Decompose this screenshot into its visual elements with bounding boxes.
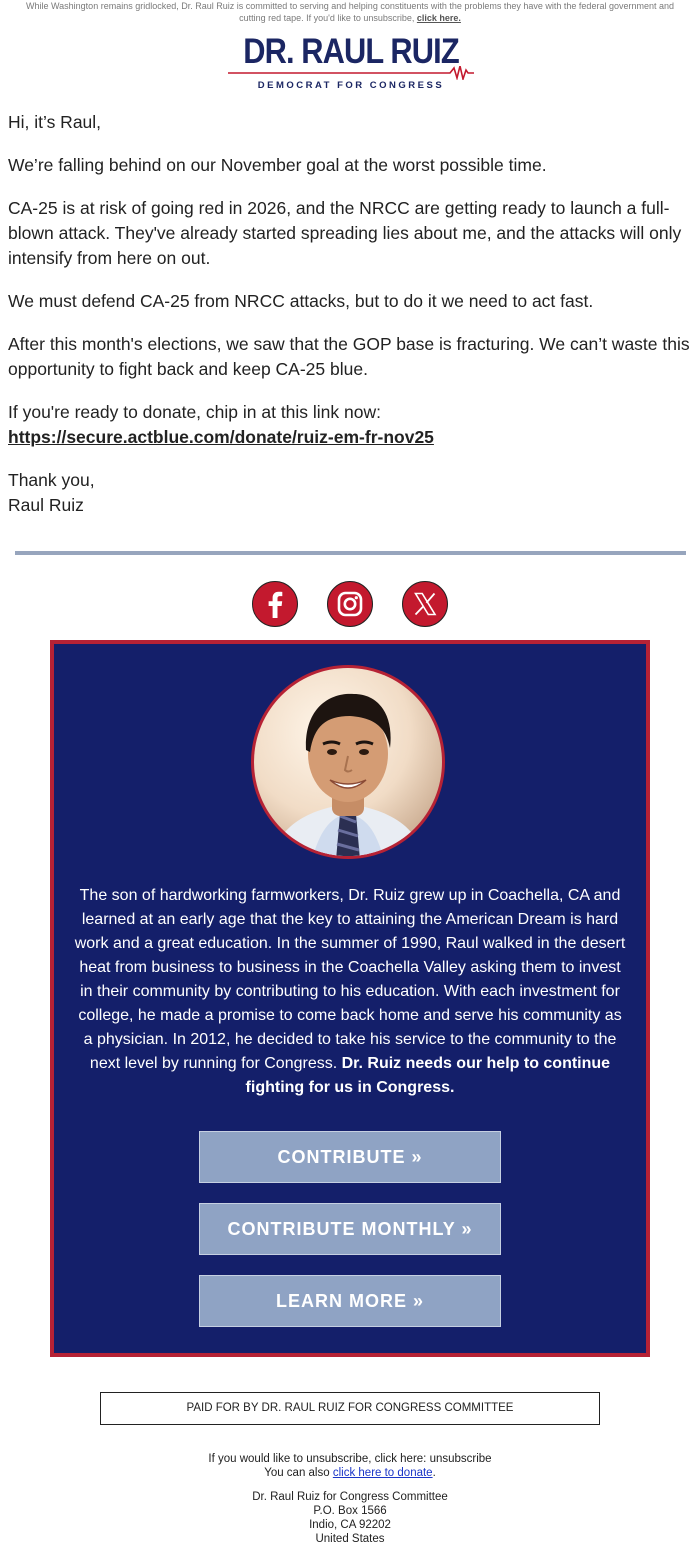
preheader <box>18 0 682 24</box>
x-link[interactable] <box>402 581 448 627</box>
address-line-3: Indio, CA 92202 <box>309 1519 391 1531</box>
address-line-2: P.O. Box 1566 <box>313 1505 387 1517</box>
letter-paragraph-4: After this month's elections, we saw that the GOP base is fracturing. We can’t waste this opportunity to fight back and keep CA-25 blue. <box>8 334 690 379</box>
letter-paragraph-5 <box>8 400 692 450</box>
address-line-1: Dr. Raul Ruiz for Congress Committee <box>252 1491 448 1503</box>
signature-text: Raul Ruiz <box>8 495 84 515</box>
footer <box>0 1452 700 1546</box>
signoff-text: Thank you, <box>8 470 95 490</box>
donate-prefix: You can also <box>264 1467 333 1479</box>
heartbeat-line-icon <box>228 66 474 80</box>
contribute-monthly-button[interactable]: CONTRIBUTE MONTHLY » <box>199 1203 501 1255</box>
letter-paragraph-2: CA-25 is at risk of going red in 2026, and the NRCC are getting ready to launch a full-blown attack. They've already started spreading lies about me, and the attacks will only intensify from here on out. <box>8 198 682 268</box>
divider <box>15 551 686 555</box>
unsubscribe-line: If you would like to unsubscribe, click here: unsubscribe <box>208 1453 492 1465</box>
bio-bold-callout: Dr. Ruiz needs our help to continue fighting for us in Congress. <box>245 1055 611 1096</box>
x-icon <box>403 582 447 626</box>
contribute-button[interactable]: CONTRIBUTE » <box>199 1131 501 1183</box>
logo-subtitle: DEMOCRAT FOR CONGRESS <box>257 80 445 91</box>
portrait-photo <box>250 664 446 860</box>
facebook-icon <box>253 582 297 626</box>
facebook-link[interactable] <box>252 581 298 627</box>
logo-name: DR. RAUL RUIZ <box>243 32 459 71</box>
address-line-4: United States <box>315 1533 385 1545</box>
donate-prompt: If you're ready to donate, chip in at this link now: <box>8 402 381 422</box>
bio-text <box>72 884 628 1100</box>
donate-suffix: . <box>432 1467 436 1479</box>
letter-greeting: Hi, it’s Raul, <box>8 112 102 132</box>
preheader-unsubscribe-link[interactable]: click here. <box>416 13 461 23</box>
letter-body <box>8 110 692 536</box>
donate-link[interactable]: https://secure.actblue.com/donate/ruiz-em-fr-nov25 <box>8 427 434 447</box>
logo <box>228 28 474 94</box>
instagram-link[interactable] <box>327 581 373 627</box>
footer-donate-link[interactable]: click here to donate <box>332 1467 433 1479</box>
paid-for-disclaimer: PAID FOR BY DR. RAUL RUIZ FOR CONGRESS COMMITTEE <box>100 1392 600 1425</box>
bio-paragraph: The son of hardworking farmworkers, Dr. Ruiz grew up in Coachella, CA and learned at an early age that the key to attaining the American Dream is hard work and a great education. In the summer of 1990, Raul walked in the desert heat from business to business in the Coachella Valley asking them to invest in their community by contributing to his education. With each investment for college, he made a promise to come back home and serve his community as a physician. In 2012, he decided to take his service to the community to the next level by running for Congress. <box>74 887 626 1072</box>
letter-paragraph-1: We’re falling behind on our November goal at the worst possible time. <box>8 155 547 175</box>
instagram-icon <box>328 582 372 626</box>
bio-panel <box>50 640 650 1357</box>
letter-signoff <box>8 468 692 518</box>
donate-line <box>0 1466 700 1480</box>
letter-paragraph-3: We must defend CA-25 from NRCC attacks, but to do it we need to act fast. <box>8 291 594 311</box>
learn-more-button[interactable]: LEARN MORE » <box>199 1275 501 1327</box>
preheader-text: While Washington remains gridlocked, Dr. Raul Ruiz is committed to serving and helping constituents with the problems they have with the federal government and cutting red tape. If you'd like to unsubscribe, <box>26 1 674 23</box>
